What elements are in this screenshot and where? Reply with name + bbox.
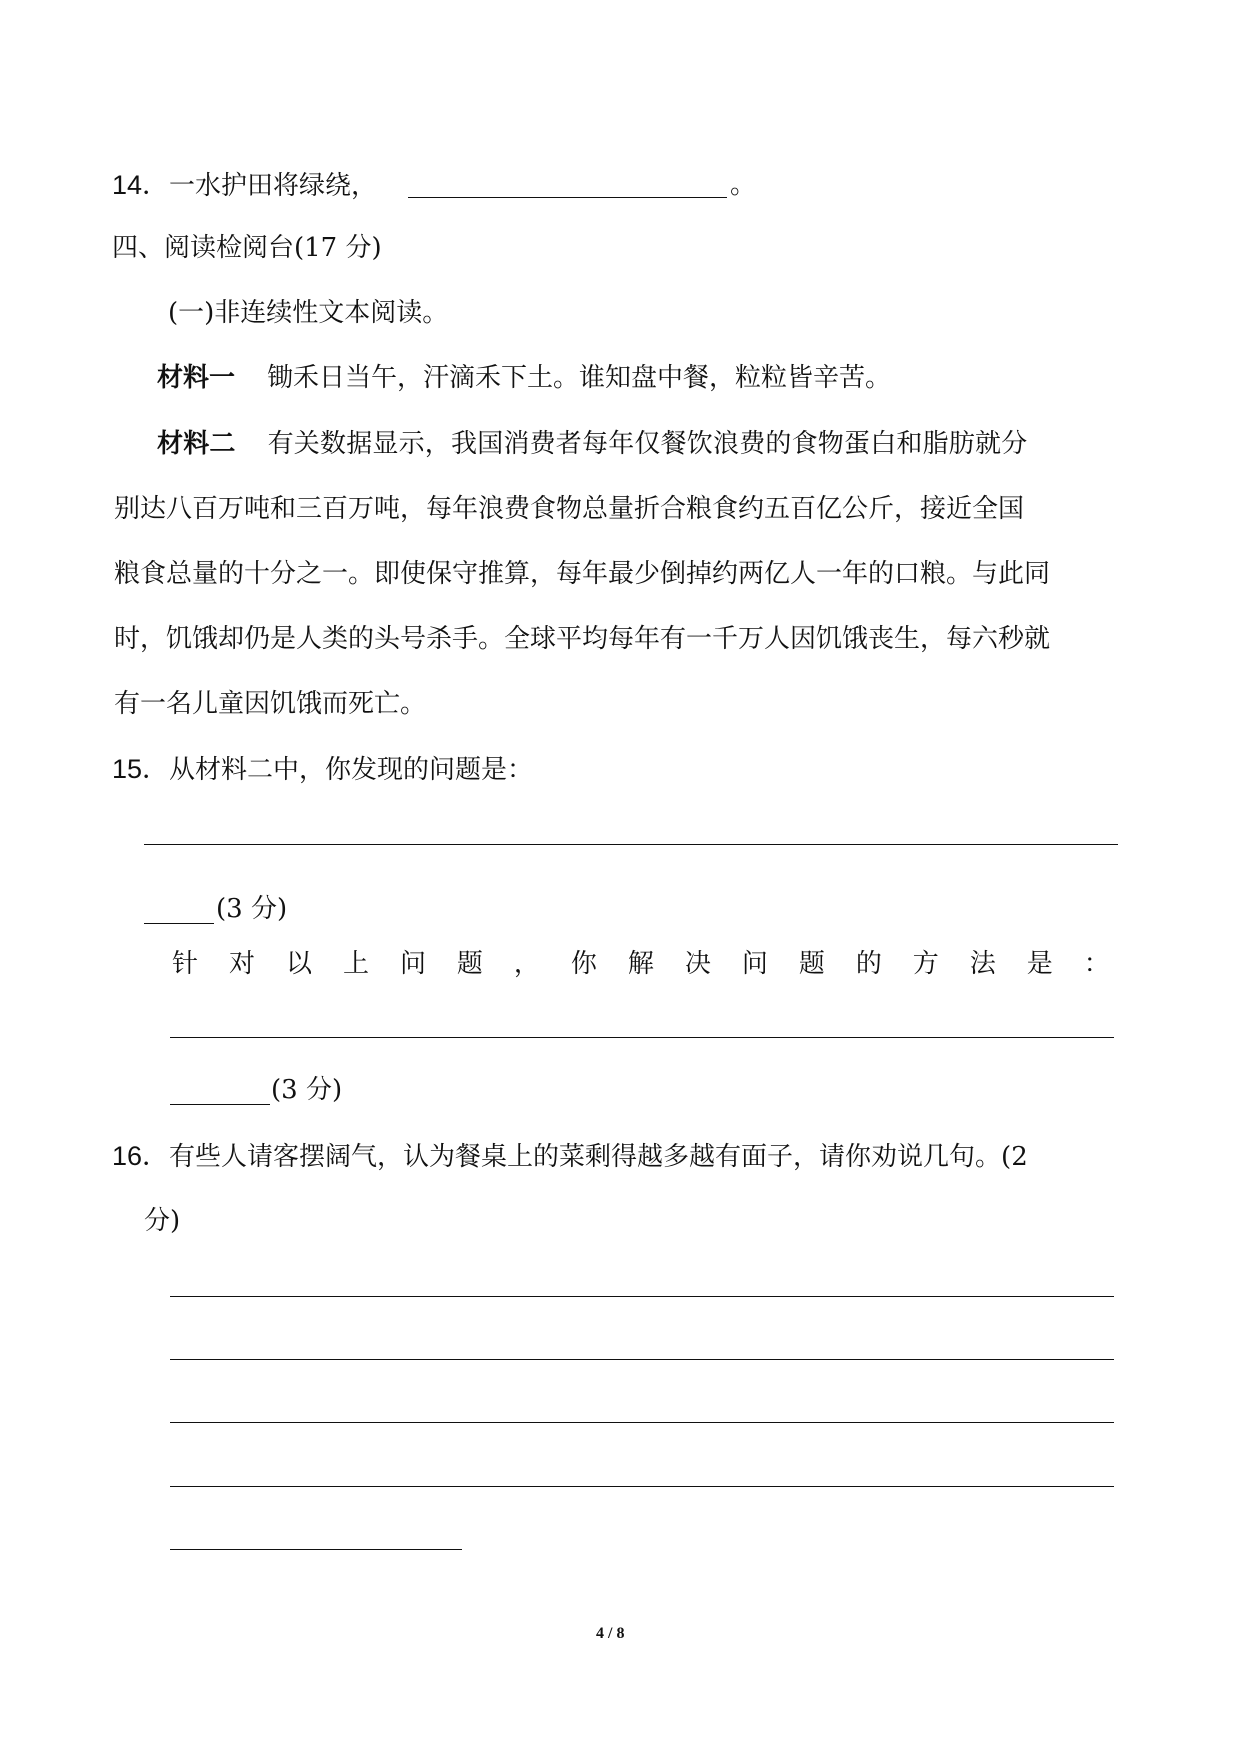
material1-text: 锄禾日当午，汗滴禾下土。谁知盘中餐，粒粒皆辛苦。 — [267, 363, 892, 393]
material1-label: 材料一 — [157, 363, 236, 393]
q15-sub-char: 题 — [456, 949, 483, 979]
q16-text-cont: 分) — [144, 1206, 181, 1236]
q15-sub-char: 问 — [741, 949, 768, 979]
q15-number: 15． — [112, 754, 170, 784]
q15-sub-char: 法 — [969, 949, 996, 979]
q16-answer-blank-1[interactable] — [170, 1296, 1114, 1297]
q15-line — [112, 753, 533, 786]
page-number: 4 / 8 — [596, 1625, 625, 1642]
q14-line — [112, 169, 377, 202]
q15-answer-blank-1-end[interactable] — [144, 923, 214, 924]
material1 — [157, 362, 891, 394]
q15-sub-char: 解 — [627, 949, 654, 979]
q16-answer-blank-3[interactable] — [170, 1422, 1114, 1423]
q15-sub-char: 决 — [684, 949, 711, 979]
material2-line-3: 粮食总量的十分之一。即使保守推算，每年最少倒掉约两亿人一年的口粮。与此同 — [114, 559, 1051, 589]
q15-sub-char: 对 — [228, 949, 255, 979]
section4-title: 四、阅读检阅台(17 分) — [112, 233, 382, 263]
q14-answer-blank[interactable] — [408, 197, 727, 198]
q15-answer-blank-2[interactable] — [170, 1037, 1114, 1038]
q15-sub-char: ： — [1083, 949, 1110, 979]
q15-sub-question — [172, 948, 1110, 980]
material2-line-2: 别达八百万吨和三百万吨，每年浪费食物总量折合粮食约五百亿公斤，接近全国 — [114, 494, 1025, 524]
material2-line-4: 时，饥饿却仍是人类的头号杀手。全球平均每年有一千万人因饥饿丧生，每六秒就 — [114, 624, 1051, 654]
q15-sub-char: 题 — [798, 949, 825, 979]
q15-text: 从材料二中，你发现的问题是： — [169, 755, 534, 785]
q15-sub-char: 方 — [912, 949, 939, 979]
q15-sub-char: 问 — [399, 949, 426, 979]
q16-line — [112, 1140, 1028, 1173]
material2-line-1 — [157, 428, 1027, 460]
q15-answer-blank-2-end[interactable] — [170, 1104, 270, 1105]
q15-sub-char: 你 — [570, 949, 597, 979]
q16-answer-blank-2[interactable] — [170, 1359, 1114, 1360]
q16-answer-blank-4[interactable] — [170, 1486, 1114, 1487]
q15-score-2: (3 分) — [271, 1075, 343, 1105]
q14-text: 一水护田将绿绕， — [169, 171, 378, 201]
material2-label: 材料二 — [157, 429, 236, 459]
material2-text-1: 有关数据显示，我国消费者每年仅餐饮浪费的食物蛋白和脂肪就分 — [267, 429, 1028, 459]
part1-title: (一)非连续性文本阅读。 — [168, 298, 449, 328]
q15-sub-char: 是 — [1026, 949, 1053, 979]
q15-sub-char: 以 — [285, 949, 312, 979]
q15-sub-char: 的 — [855, 949, 882, 979]
q15-sub-char: 上 — [342, 949, 369, 979]
q16-answer-blank-5[interactable] — [170, 1549, 462, 1550]
q16-text: 有些人请客摆阔气，认为餐桌上的菜剩得越多越有面子，请你劝说几句。(2 — [169, 1142, 1028, 1172]
q14-number: 14． — [112, 170, 170, 200]
material2-line-5: 有一名儿童因饥饿而死亡。 — [114, 689, 427, 719]
q14-end-mark: 。 — [730, 170, 757, 200]
q15-sub-char: ， — [513, 949, 540, 979]
q15-sub-char: 针 — [172, 949, 199, 979]
q15-score-1: (3 分) — [216, 894, 288, 924]
q15-answer-blank-1[interactable] — [144, 844, 1118, 845]
q16-number: 16． — [112, 1141, 170, 1171]
